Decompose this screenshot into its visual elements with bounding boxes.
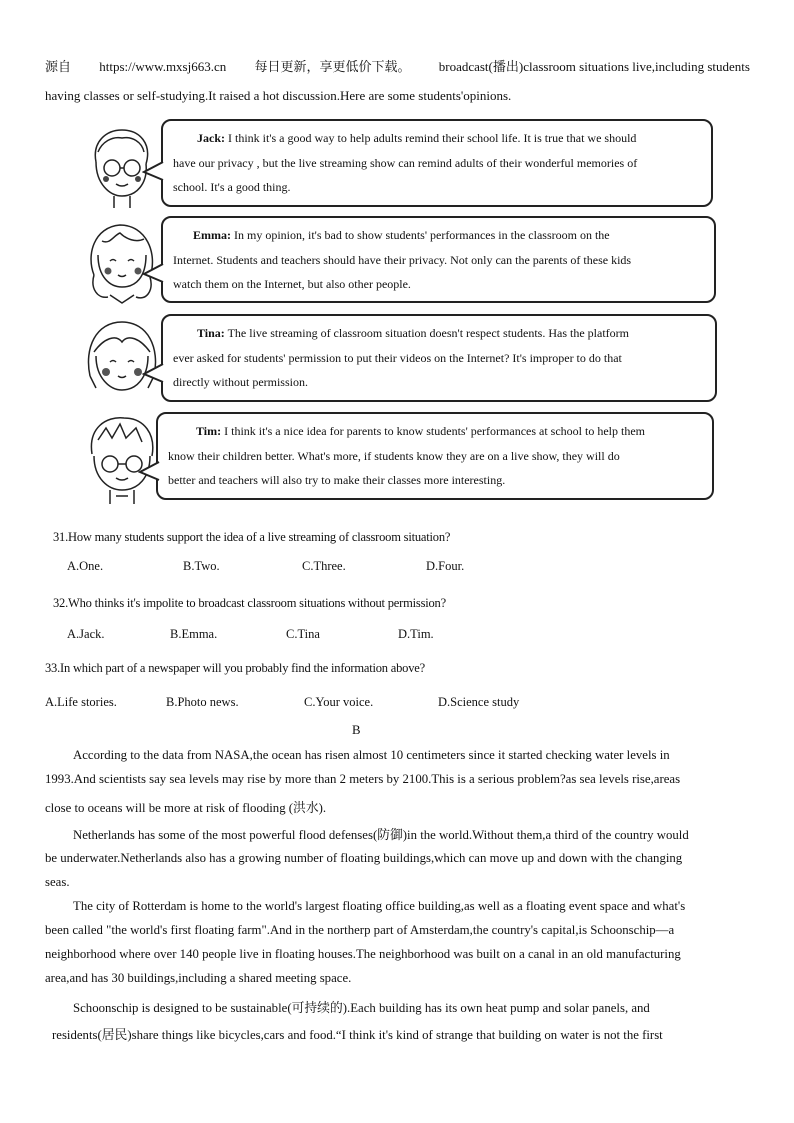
speaker-name: Tim:	[196, 424, 222, 438]
paragraph-line: area,and has 30 buildings,including a shared meeting space.	[45, 971, 352, 985]
emma-avatar	[80, 215, 164, 307]
option-b: B.Two.	[183, 559, 220, 573]
paragraph-line: be underwater.Netherlands also has a growing number of floating buildings,which can move up and down with the changing	[45, 851, 683, 865]
paragraph-line: The city of Rotterdam is home to the world's largest floating office building,as well as a floating event space and what's	[73, 899, 686, 913]
opinion-line: directly without permission.	[173, 375, 308, 389]
paragraph-line: Schoonschip is designed to be sustainable(可持续的).Each building has its own heat pump and solar panels, and	[73, 1001, 650, 1015]
option-c: C.Tina	[286, 627, 320, 641]
paragraph-line: close to oceans will be more at risk of flooding (洪水).	[45, 801, 327, 815]
opinion-line: know their children better. What's more, if students know they are on a live show, they will do	[168, 448, 620, 463]
option-d: D.Tim.	[398, 627, 434, 641]
option-c: C.Your voice.	[304, 695, 374, 709]
option-a: A.Life stories.	[45, 695, 117, 709]
bubble-tail	[138, 460, 162, 484]
opinion-bubble-jack	[161, 119, 713, 207]
option-b: B.Photo news.	[166, 695, 239, 709]
paragraph-line: Netherlands has some of the most powerful flood defenses(防御)in the world.Without them,a third of the country would	[73, 828, 689, 842]
bubble-tail	[142, 362, 166, 386]
option-d: D.Science study	[438, 695, 520, 709]
paragraph-line: 1993.And scientists say sea levels may rise by more than 2 meters by 2100.This is a serious problem?as sea levels rise,areas	[45, 772, 681, 786]
source-url: https://www.mxsj663.cn	[99, 59, 227, 74]
question-31: 31.How many students support the idea of a live streaming of classroom situation?	[53, 530, 451, 544]
paragraph-line: residents(居民)share things like bicycles,cars and food.“I think it's kind of strange that building on water is not the first	[52, 1028, 663, 1042]
intro-line-1-rest: broadcast(播出)classroom situations live,including students	[438, 59, 750, 74]
opinion-line: I think it's a nice idea for parents to know students' performances at school to help them	[224, 424, 646, 438]
option-a: A.Jack.	[67, 627, 105, 641]
speaker-name: Emma:	[193, 228, 231, 242]
bubble-tail	[142, 262, 166, 286]
source-label: 源自	[45, 59, 72, 74]
option-d: D.Four.	[426, 559, 465, 573]
option-a: A.One.	[67, 559, 104, 573]
option-b: B.Emma.	[170, 627, 218, 641]
speaker-name: Jack:	[197, 131, 225, 145]
opinion-line: ever asked for students' permission to put their videos on the Internet? It's improper to do that	[173, 350, 622, 365]
source-note: 每日更新，享更低价下载。	[254, 59, 411, 74]
bubble-tail	[142, 160, 166, 184]
opinion-line: better and teachers will also try to make their classes more interesting.	[168, 473, 506, 487]
paragraph-line: seas.	[45, 875, 70, 889]
intro-line-1	[45, 59, 750, 75]
question-33: 33.In which part of a newspaper will you probably find the information above?	[45, 661, 425, 675]
section-b-label: B	[352, 723, 361, 737]
opinion-bubble-tim	[156, 412, 714, 500]
opinion-bubble-emma	[161, 216, 716, 303]
paragraph-line: been called "the world's first floating farm".And in the northerp part of Amsterdam,the country's capital,is Schoonschip—a	[45, 923, 675, 937]
opinion-line: The live streaming of classroom situation doesn't respect students. Has the platform	[227, 326, 629, 340]
speaker-name: Tina:	[197, 326, 225, 340]
question-32: 32.Who thinks it's impolite to broadcast classroom situations without permission?	[53, 596, 446, 610]
opinion-bubble-tina	[161, 314, 717, 402]
opinion-line: watch them on the Internet, but also other people.	[173, 277, 411, 291]
intro-line-2: having classes or self-studying.It raised a hot discussion.Here are some students'opinions.	[45, 88, 512, 103]
paragraph-line: According to the data from NASA,the ocean has risen almost 10 centimeters since it started checking water levels in	[73, 748, 670, 762]
opinion-line: school. It's a good thing.	[173, 180, 291, 194]
opinion-line: Internet. Students and teachers should have their privacy. Not only can the parents of these kids	[173, 252, 632, 267]
opinion-line: I think it's a good way to help adults remind their school life. It is true that we should	[228, 131, 637, 145]
tina-avatar	[80, 312, 164, 404]
opinion-line: have our privacy , but the live streaming show can remind adults of their wonderful memories of	[173, 155, 638, 170]
option-c: C.Three.	[302, 559, 346, 573]
opinion-line: In my opinion, it's bad to show students' performances in the classroom on the	[234, 228, 610, 242]
paragraph-line: neighborhood where over 140 people live in floating houses.The neighborhood was built on a canal in an old manufacturing	[45, 947, 681, 961]
tim-avatar	[80, 410, 164, 506]
